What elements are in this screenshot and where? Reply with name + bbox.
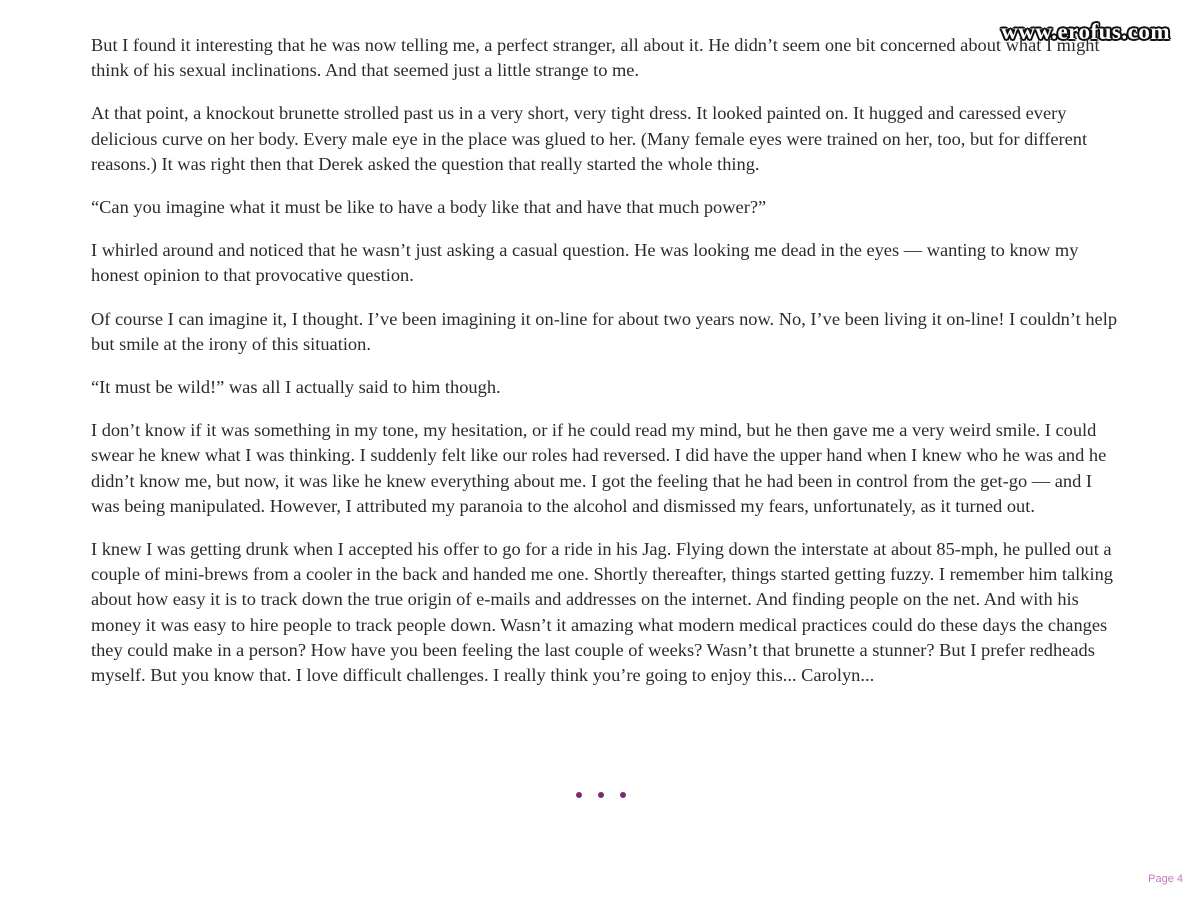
section-break-dot	[598, 792, 604, 798]
section-break-dot	[620, 792, 626, 798]
paragraph: At that point, a knockout brunette strolled past us in a very short, very tight dress. It looked painted on. It hugged and caressed every delicious curve on her body. Every male eye in the place was glued to her. (Many female eyes were trained on her, too, but for different reasons.) It was right then that Derek asked the question that really started the whole thing.	[91, 103, 1088, 174]
page-number: Page 4	[1148, 873, 1183, 885]
section-break-dots	[576, 792, 626, 802]
paragraph: I whirled around and noticed that he wasn’t just asking a casual question. He was looking me dead in the eyes — wanting to know my honest opinion to that provocative question.	[91, 240, 1079, 286]
story-body	[91, 33, 1121, 706]
watermark: www.erofus.com	[1001, 19, 1170, 44]
paragraph: “Can you imagine what it must be like to have a body like that and have that much power?”	[91, 197, 767, 218]
paragraph: “It must be wild!” was all I actually said to him though.	[91, 377, 501, 398]
section-break-dot	[576, 792, 582, 798]
paragraph: I knew I was getting drunk when I accepted his offer to go for a ride in his Jag. Flying down the interstate at about 85-mph, he pulled out a couple of mini-brews from a cooler in the back and handed me one. Shortly thereafter, things started getting fuzzy. I remember him talking about how easy it is to track down the true origin of e-mails and addresses on the internet. And finding people on the net. And with his money it was easy to hire people to track people down. Wasn’t it amazing what modern medical practices could do these days the changes they could make in a person? How have you been feeling the last couple of weeks? Wasn’t that brunette a stunner? But I prefer redheads myself. But you know that. I love difficult challenges. I really think you’re going to enjoy this... Carolyn...	[91, 539, 1113, 686]
paragraph: Of course I can imagine it, I thought. I’ve been imagining it on-line for about two years now. No, I’ve been living it on-line! I couldn’t help but smile at the irony of this situation.	[91, 308, 1118, 354]
paragraph: I don’t know if it was something in my tone, my hesitation, or if he could read my mind, but he then gave me a very weird smile. I could swear he knew what I was thinking. I suddenly felt like our roles had reversed. I did have the upper hand when I knew who he was and he didn’t know me, but now, it was like he knew everything about me. I got the feeling that he had been in control from the get-go — and I was being manipulated. However, I attributed my paranoia to the alcohol and dismissed my fears, unfortunately, as it turned out.	[91, 420, 1107, 516]
paragraph: But I found it interesting that he was now telling me, a perfect stranger, all about it. He didn’t seem one bit concerned about what I might think of his sexual inclinations. And that seemed just a little strange to me.	[91, 35, 1100, 81]
